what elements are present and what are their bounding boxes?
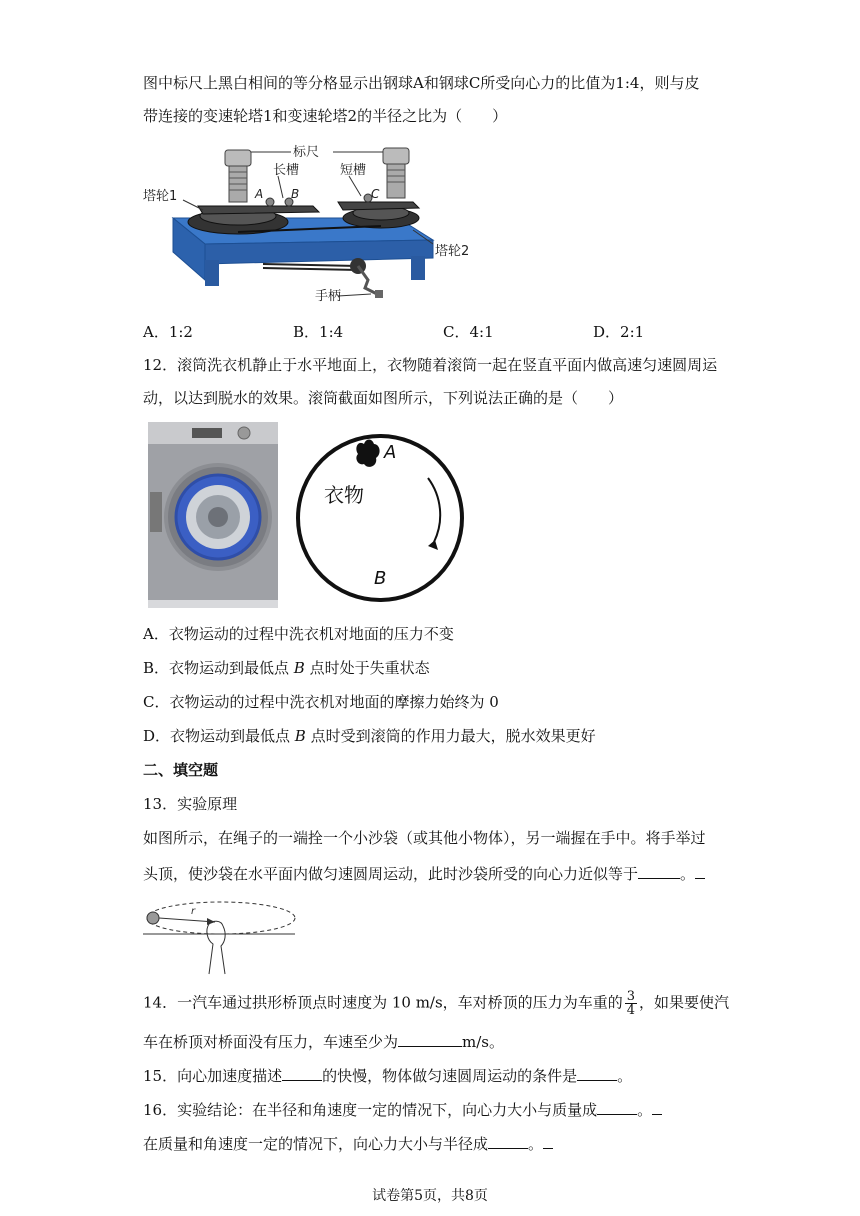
q13-line2: 头顶，使沙袋在水平面内做匀速圆周运动，此时沙袋所受的向心力近似等于 。 bbox=[143, 862, 705, 884]
washing-machine-photo bbox=[148, 422, 278, 608]
label-point-b: B bbox=[374, 568, 387, 589]
q14-line2: 车在桥顶对桥面没有压力，车速至少为 m/s。 bbox=[143, 1030, 504, 1052]
label-point-a: A bbox=[384, 442, 397, 463]
q14-line1: 14．一汽车通过拱形桥顶点时速度为 10 m/s，车对桥顶的压力为车重的 $\frac{3}{4}$ ，如果要使汽 bbox=[143, 989, 729, 1018]
section-heading-fill-in: 二、填空题 bbox=[143, 761, 219, 779]
q11-option-c: C．4:1 bbox=[443, 323, 494, 341]
q11-option-d: D．2:1 bbox=[593, 323, 645, 341]
q11-line1: 图中标尺上黑白相间的等分格显示出钢球A和钢球C所受向心力的比值为1:4，则与皮 bbox=[143, 74, 700, 92]
label-clothes: 衣物 bbox=[324, 483, 364, 507]
q15-line: 15．向心加速度描述 的快慢，物体做匀速圆周运动的条件是 。 bbox=[143, 1064, 632, 1086]
clothes-blob bbox=[356, 440, 379, 467]
q11-line2: 带连接的变速轮塔1和变速轮塔2的半径之比为（ ） bbox=[143, 107, 508, 125]
q13-title: 13．实验原理 bbox=[143, 795, 238, 813]
q12-line2: 动，以达到脱水的效果。滚筒截面如图所示，下列说法正确的是（ ） bbox=[143, 389, 624, 407]
label-ball-b: B bbox=[291, 187, 300, 201]
q15-blank-2[interactable] bbox=[577, 1064, 617, 1081]
q12-line1: 12．滚筒洗衣机静止于水平地面上，衣物随着滚筒一起在竖直平面内做高速匀速圆周运 bbox=[143, 356, 718, 374]
q15-blank-1[interactable] bbox=[282, 1064, 322, 1081]
q12-option-a: A．衣物运动的过程中洗衣机对地面的压力不变 bbox=[143, 625, 454, 643]
q11-option-b: B．1:4 bbox=[293, 323, 344, 341]
q14-answer-blank[interactable] bbox=[398, 1030, 462, 1047]
sandbag-swing-figure bbox=[143, 896, 303, 976]
drum-cross-section-figure bbox=[292, 430, 472, 606]
label-ball-a: A bbox=[255, 187, 264, 201]
q16-blank-1[interactable] bbox=[597, 1098, 637, 1115]
q13-answer-blank[interactable] bbox=[638, 862, 680, 879]
q16-line1: 16．实验结论：在半径和角速度一定的情况下，向心力大小与质量成 。 bbox=[143, 1098, 662, 1120]
q16-line2: 在质量和角速度一定的情况下，向心力大小与半径成 。 bbox=[143, 1132, 553, 1154]
page-footer: 试卷第5页，共8页 bbox=[372, 1188, 488, 1204]
label-handle: 手柄 bbox=[315, 289, 342, 304]
q12-option-b: B．衣物运动到最低点 B 点时处于失重状态 bbox=[143, 659, 430, 677]
q16-blank-2[interactable] bbox=[488, 1132, 528, 1149]
rotation-arrow bbox=[428, 478, 440, 542]
label-long-slot: 长槽 bbox=[273, 163, 300, 178]
fraction-three-quarters: $\frac{3}{4}$ bbox=[626, 989, 635, 1018]
q12-option-c: C．衣物运动的过程中洗衣机对地面的摩擦力始终为 0 bbox=[143, 693, 499, 711]
q13-line1: 如图所示，在绳子的一端拴一个小沙袋（或其他小物体），另一端握在手中。将手举过 bbox=[143, 829, 706, 847]
q11-option-a: A．1:2 bbox=[143, 323, 193, 341]
centripetal-apparatus-figure bbox=[143, 140, 483, 310]
label-tower1: 塔轮1 bbox=[143, 189, 178, 204]
label-short-slot: 短槽 bbox=[340, 163, 367, 178]
label-radius: r bbox=[191, 906, 196, 917]
label-ball-c: C bbox=[371, 187, 380, 201]
label-ruler: 标尺 bbox=[293, 145, 320, 160]
label-tower2: 塔轮2 bbox=[435, 244, 470, 259]
q12-option-d: D．衣物运动到最低点 B 点时受到滚筒的作用力最大，脱水效果更好 bbox=[143, 727, 596, 745]
